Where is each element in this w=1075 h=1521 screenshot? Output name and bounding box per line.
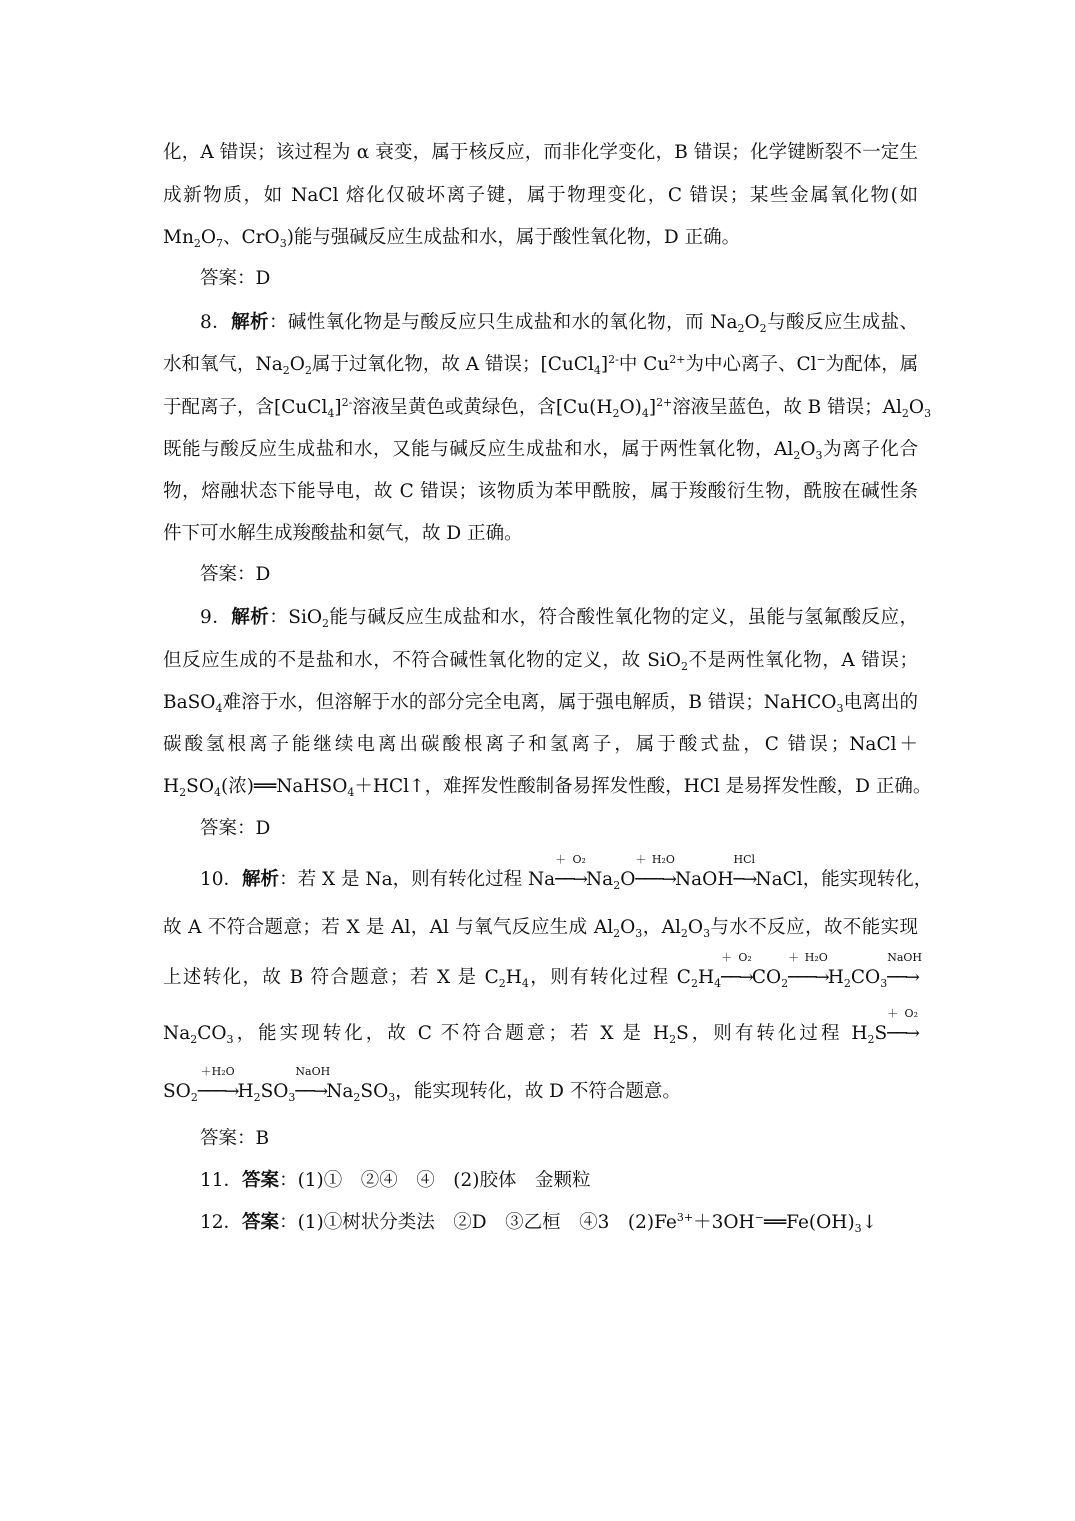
p9-line1: 9．解析：SiO$_2$能与碱反应生成盐和水，符合酸性氧化物的定义，虽能与氢氟酸反应， (200, 607, 918, 630)
p10-line1: 10．解析：若 X 是 Na，则有转化过程 Na ＋O₂ $──\to Na_2O$ ＋H₂O ───→NaOH HCl ─→NaCl，能实现转化， (200, 853, 933, 892)
arrow-plus-o2: ＋O₂ ──→ (555, 853, 586, 890)
arrow-plus-o2: ＋O₂ ──→ (721, 951, 752, 988)
q11-answer: 11．答案：(1)① ②④ ④ (2)胶体 金颗粒 (200, 1170, 591, 1191)
p8-line5: 物，熔融状态下能导电，故 C 错误；该物质为苯甲酰胺，属于羧酸衍生物，酰胺在碱性条 (163, 481, 918, 502)
p7-answer: 答案：D (200, 268, 271, 289)
q12-answer: 12．答案：(1)①树状分类法 ②D ③乙桓 ④3 $(2)Fe^{3+}+3OH^-══Fe(OH)_3↓$ (200, 1211, 878, 1235)
p10-line4: $Na_2CO_3$，能实现转化，故 C 不符合题意；若 X 是 $H_2S$，则有转化过程 $H_2S$ ＋O₂ ──→ (163, 1007, 918, 1046)
p8-line6: 件下可水解生成羧酸盐和氨气，故 D 正确。 (163, 523, 523, 544)
arrow-plus-h2o: ＋H₂O ───→ (197, 1065, 238, 1102)
p8-line4: 既能与酸反应生成盐和水，又能与碱反应生成盐和水，属于两性氧化物，$Al_2O_3$为离子化合 (163, 439, 918, 462)
p8-line1: 8．解析：碱性氧化物是与酸反应只生成盐和水的氧化物，而 $Na_2O_2$与酸反应生成盐、 (200, 312, 918, 335)
arrow-plus-o2: ＋O₂ ──→ (887, 1007, 918, 1044)
p8-line3: 于配离子，含[CuCl$_4$]$^{2-}$溶液呈黄色或黄绿色，含$[Cu(H_2O)_4]^{2+}$溶液呈蓝色，故 B 错误；$Al_2O_3$ (163, 396, 932, 420)
p7-line1: 化，A 错误；该过程为 α 衰变，属于核反应，而非化学变化，B 错误；化学键断裂不一定生 (163, 142, 918, 163)
p8-answer: 答案：D (200, 564, 271, 585)
arrow-plus-h2o: ＋H₂O ───→ (635, 853, 675, 890)
arrow-plus-h2o: ＋H₂O ───→ (788, 951, 828, 988)
p9-line2: 但反应生成的不是盐和水，不符合碱性氧化物的定义，故 SiO$_2$不是两性氧化物，A 错误； (163, 650, 918, 673)
p8-line2: 水和氧气，$Na_2O_2$属于过氧化物，故 A 错误；[CuCl$_4$]$^{2-}$中 $Cu^{2+}$为中心离子、Cl−为配体，属 (163, 353, 919, 377)
p9-line5: $H_2SO_4$(浓)══NaHSO$_4$＋HCl↑，难挥发性酸制备易挥发性酸，HCl 是易挥发性酸，D 正确。 (163, 776, 932, 799)
arrow-naoh: NaOH ──→ (295, 1065, 331, 1102)
p7-line2: 成新物质，如 NaCl 熔化仅破坏离子键，属于物理变化，C 错误；某些金属氧化物(如 (163, 185, 918, 206)
p10-line2: 故 A 不符合题意；若 X 是 Al，Al 与氧气反应生成 $Al_2O_3$，$Al_2O_3$与水不反应，故不能实现 (163, 917, 919, 940)
p10-line3: 上述转化，故 B 符合题意；若 X 是 $C_2H_4$，则有转化过程 $C_2H_4$ ＋O₂ $──\to CO_2$ ＋H₂O $───\to H_2CO_3$ NaOH ──→ (163, 951, 923, 990)
arrow-naoh: NaOH ──→ (887, 951, 923, 988)
p9-line4: 碳酸氢根离子能继续电离出碳酸根离子和氢离子，属于酸式盐，C 错误；NaCl＋ (163, 734, 918, 755)
p9-answer: 答案：D (200, 818, 271, 839)
p10-answer: 答案：B (200, 1128, 270, 1149)
p9-line3: BaSO$_4$难溶于水，但溶解于水的部分完全电离，属于强电解质，B 错误；NaHCO$_3$电离出的 (163, 692, 918, 715)
arrow-hcl: HCl ─→ (733, 853, 756, 890)
p10-line5: $SO_2$ ＋H₂O $───\to H_2SO_3$ NaOH $──\to Na_2SO_3$，能实现转化，故 D 不符合题意。 (163, 1065, 681, 1104)
p7-line3: $Mn_2O_7$、CrO$_3$)能与强碱反应生成盐和水，属于酸性氧化物，D 正确。 (163, 227, 741, 250)
